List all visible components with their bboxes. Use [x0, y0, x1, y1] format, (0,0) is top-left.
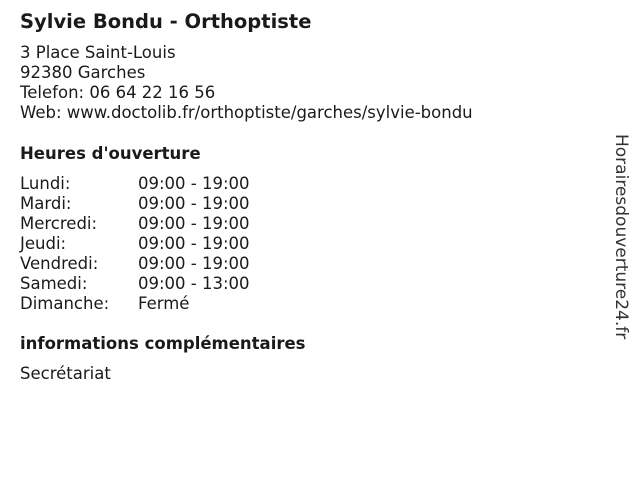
website-link: Web: www.doctolib.fr/orthoptiste/garches/sylvie-bondu	[20, 103, 473, 122]
watermark: Horairesdouverture24.fr	[611, 134, 631, 340]
hours-row	[20, 234, 250, 254]
hours-day: Mardi:	[20, 194, 72, 213]
hours-time: 09:00 - 19:00	[138, 214, 250, 233]
hours-row	[20, 254, 250, 274]
page-title: Sylvie Bondu - Orthoptiste	[20, 10, 312, 33]
hours-day: Dimanche:	[20, 294, 110, 313]
hours-day: Mercredi:	[20, 214, 98, 233]
hours-time: 09:00 - 13:00	[138, 274, 250, 293]
hours-day: Vendredi:	[20, 254, 99, 273]
opening-hours-table	[20, 174, 250, 314]
hours-time: 09:00 - 19:00	[138, 174, 250, 193]
hours-day: Samedi:	[20, 274, 88, 293]
address-street: 3 Place Saint-Louis	[20, 43, 176, 62]
hours-heading: Heures d'ouverture	[20, 144, 201, 163]
hours-row	[20, 194, 250, 214]
additional-info-heading: informations complémentaires	[20, 334, 306, 353]
hours-day: Lundi:	[20, 174, 71, 193]
address-block	[20, 43, 473, 123]
hours-row	[20, 214, 250, 234]
hours-row	[20, 274, 250, 294]
hours-time: Fermé	[138, 294, 190, 313]
phone-number: Telefon: 06 64 22 16 56	[20, 83, 216, 102]
hours-time: 09:00 - 19:00	[138, 234, 250, 253]
hours-row	[20, 174, 250, 194]
additional-info-text: Secrétariat	[20, 364, 111, 383]
hours-row	[20, 294, 250, 314]
hours-time: 09:00 - 19:00	[138, 194, 250, 213]
hours-day: Jeudi:	[20, 234, 67, 253]
hours-time: 09:00 - 19:00	[138, 254, 250, 273]
address-city: 92380 Garches	[20, 63, 146, 82]
